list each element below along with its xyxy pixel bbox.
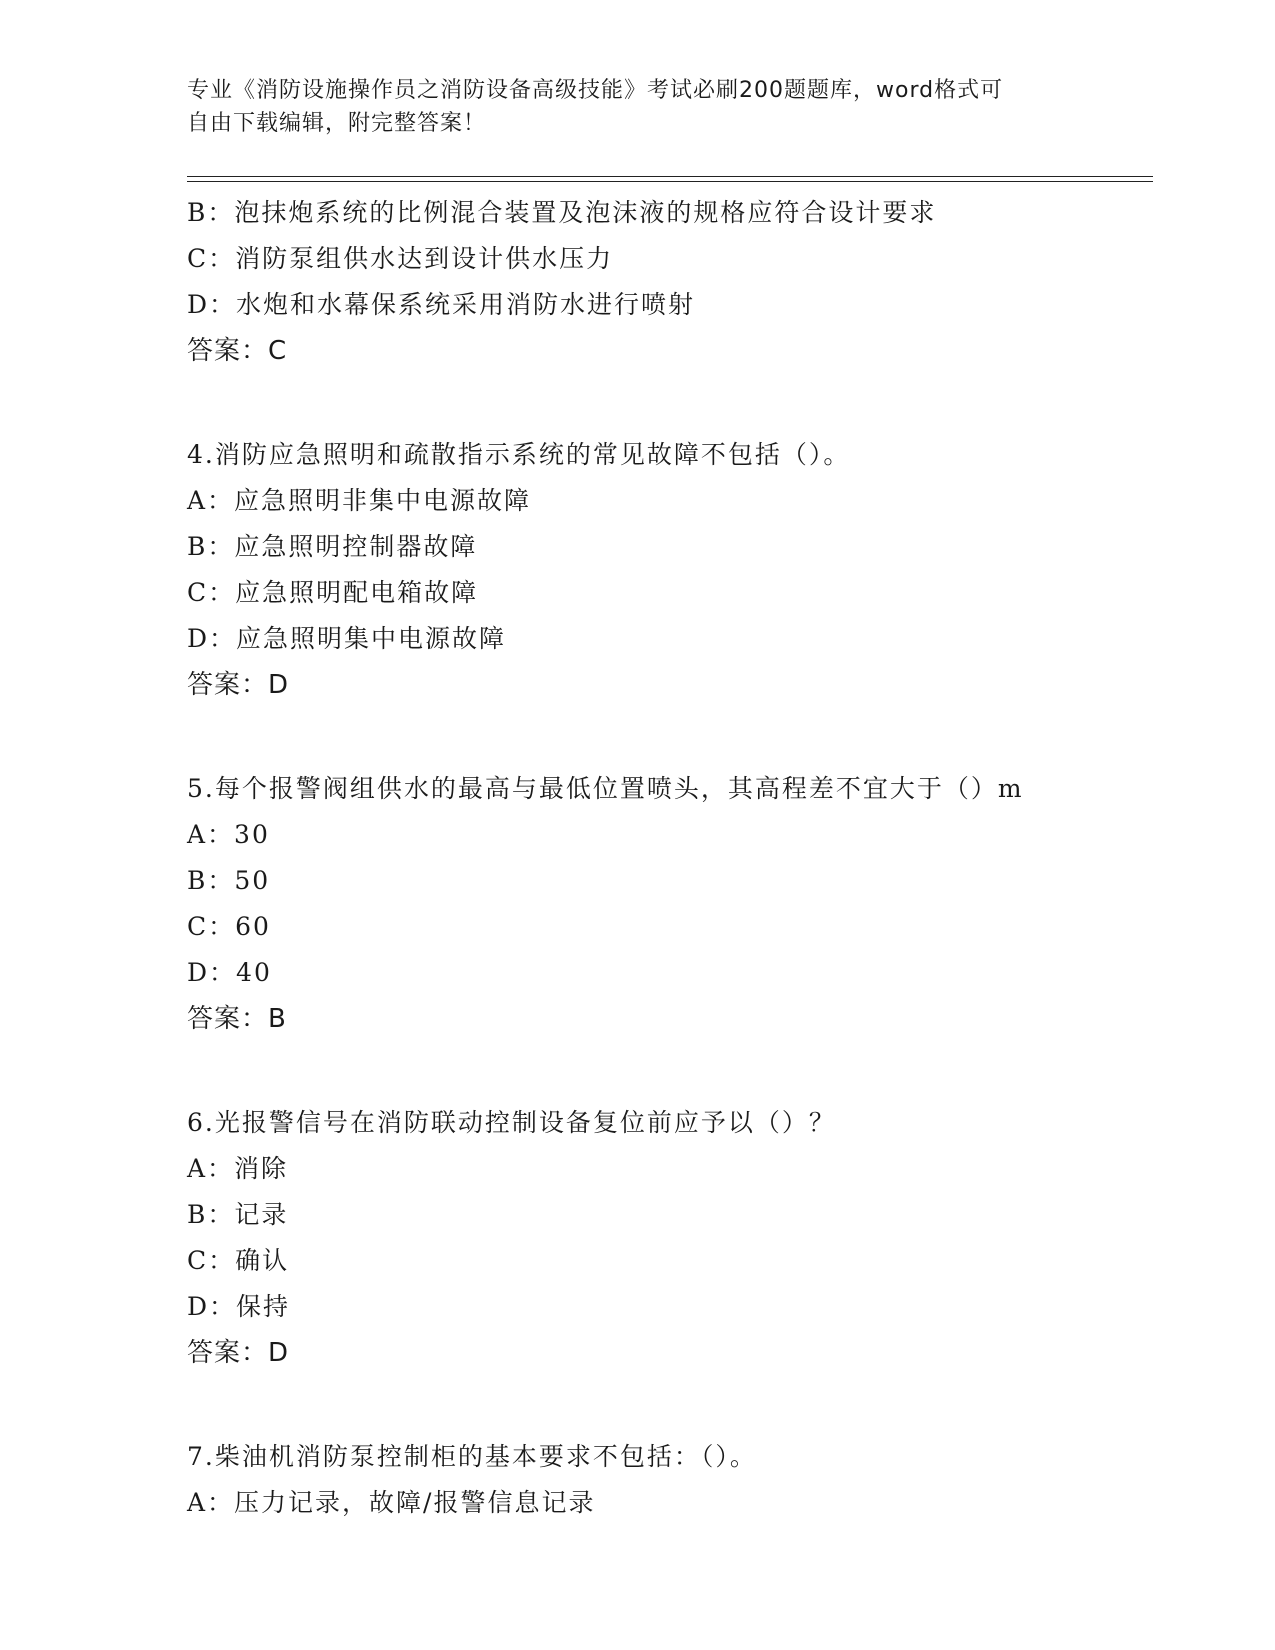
option-b: B：记录 xyxy=(187,1200,289,1229)
answer: 答案：D xyxy=(187,670,290,700)
document-header xyxy=(187,74,1087,140)
option-c: C：应急照明配电箱故障 xyxy=(187,578,479,607)
option-a: A：应急照明非集中电源故障 xyxy=(187,486,532,515)
question-text: 7.柴油机消防泵控制柜的基本要求不包括：（）。 xyxy=(187,1442,757,1471)
option-d: D：40 xyxy=(187,958,272,987)
question-block xyxy=(187,190,1153,374)
option-c: C：确认 xyxy=(187,1246,290,1275)
question-list xyxy=(187,190,1153,1526)
question-block xyxy=(187,766,1153,1042)
option-a: A：压力记录，故障/报警信息记录 xyxy=(187,1488,596,1517)
option-c: C：消防泵组供水达到设计供水压力 xyxy=(187,244,614,273)
header-line-1: 专业《消防设施操作员之消防设备高级技能》考试必刷200题题库，word格式可 xyxy=(187,78,1004,103)
question-text: 4.消防应急照明和疏散指示系统的常见故障不包括（）。 xyxy=(187,440,851,469)
answer: 答案：B xyxy=(187,1004,287,1034)
answer: 答案：C xyxy=(187,336,288,366)
question-block xyxy=(187,432,1153,708)
header-rule-bottom xyxy=(187,181,1153,182)
option-a: A：30 xyxy=(187,820,270,849)
option-d: D：保持 xyxy=(187,1292,291,1321)
option-c: C：60 xyxy=(187,912,271,941)
answer: 答案：D xyxy=(187,1338,290,1368)
option-a: A：消除 xyxy=(187,1154,289,1183)
option-b: B：50 xyxy=(187,866,271,895)
question-text: 6.光报警信号在消防联动控制设备复位前应予以（）？ xyxy=(187,1108,836,1137)
option-d: D：水炮和水幕保系统采用消防水进行喷射 xyxy=(187,290,696,319)
question-text: 5.每个报警阀组供水的最高与最低位置喷头，其高程差不宜大于（）m xyxy=(187,774,1024,803)
question-block xyxy=(187,1434,1153,1526)
option-b: B：应急照明控制器故障 xyxy=(187,532,478,561)
header-line-2: 自由下载编辑，附完整答案！ xyxy=(187,111,487,136)
option-b: B：泡抹炮系统的比例混合装置及泡沫液的规格应符合设计要求 xyxy=(187,198,937,227)
question-block xyxy=(187,1100,1153,1376)
option-d: D：应急照明集中电源故障 xyxy=(187,624,507,653)
header-rule-top xyxy=(187,176,1153,177)
